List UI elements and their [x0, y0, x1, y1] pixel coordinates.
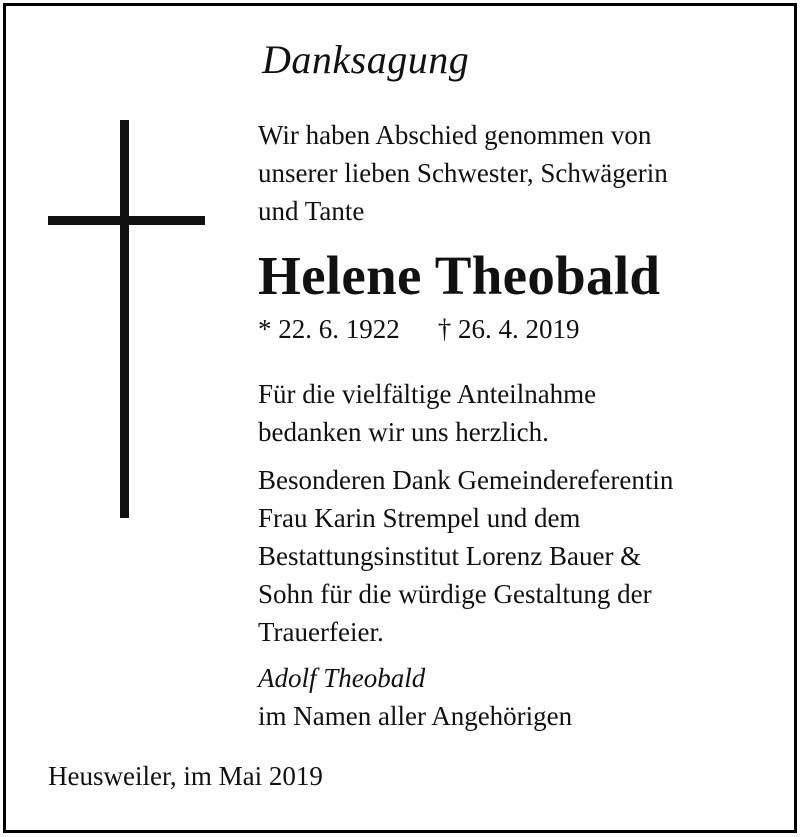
death-date: † 26. 4. 2019: [437, 314, 580, 344]
cross-horizontal-bar: [48, 216, 205, 225]
signer-note: im Namen aller Angehörigen: [258, 701, 573, 731]
deceased-name: Helene Theobald: [258, 245, 661, 306]
thanks-line: bedanken wir uns herzlich.: [258, 417, 549, 447]
intro-line: unserer lieben Schwester, Schwägerin: [258, 158, 668, 188]
intro-line: Wir haben Abschied genommen von: [258, 120, 652, 150]
general-thanks: [258, 375, 596, 451]
signer-name: Adolf Theobald: [258, 663, 426, 693]
thanks-line: Für die vielfältige Anteilnahme: [258, 379, 597, 409]
intro-text: [258, 116, 668, 230]
special-thanks: [258, 461, 673, 651]
intro-line: und Tante: [258, 196, 365, 226]
birth-date: * 22. 6. 1922: [258, 314, 400, 344]
life-dates: [258, 310, 580, 348]
notice-heading: Danksagung: [262, 37, 470, 82]
thanks-line: Frau Karin Strempel und dem: [258, 503, 581, 533]
thanks-line: Sohn für die würdige Gestaltung der: [258, 579, 652, 609]
cross-vertical-bar: [120, 120, 129, 518]
thanks-line: Trauerfeier.: [258, 617, 384, 647]
place-and-date: Heusweiler, im Mai 2019: [48, 761, 323, 791]
thanks-line: Besonderen Dank Gemeindereferentin: [258, 465, 674, 495]
thanks-line: Bestattungsinstitut Lorenz Bauer &: [258, 541, 642, 571]
